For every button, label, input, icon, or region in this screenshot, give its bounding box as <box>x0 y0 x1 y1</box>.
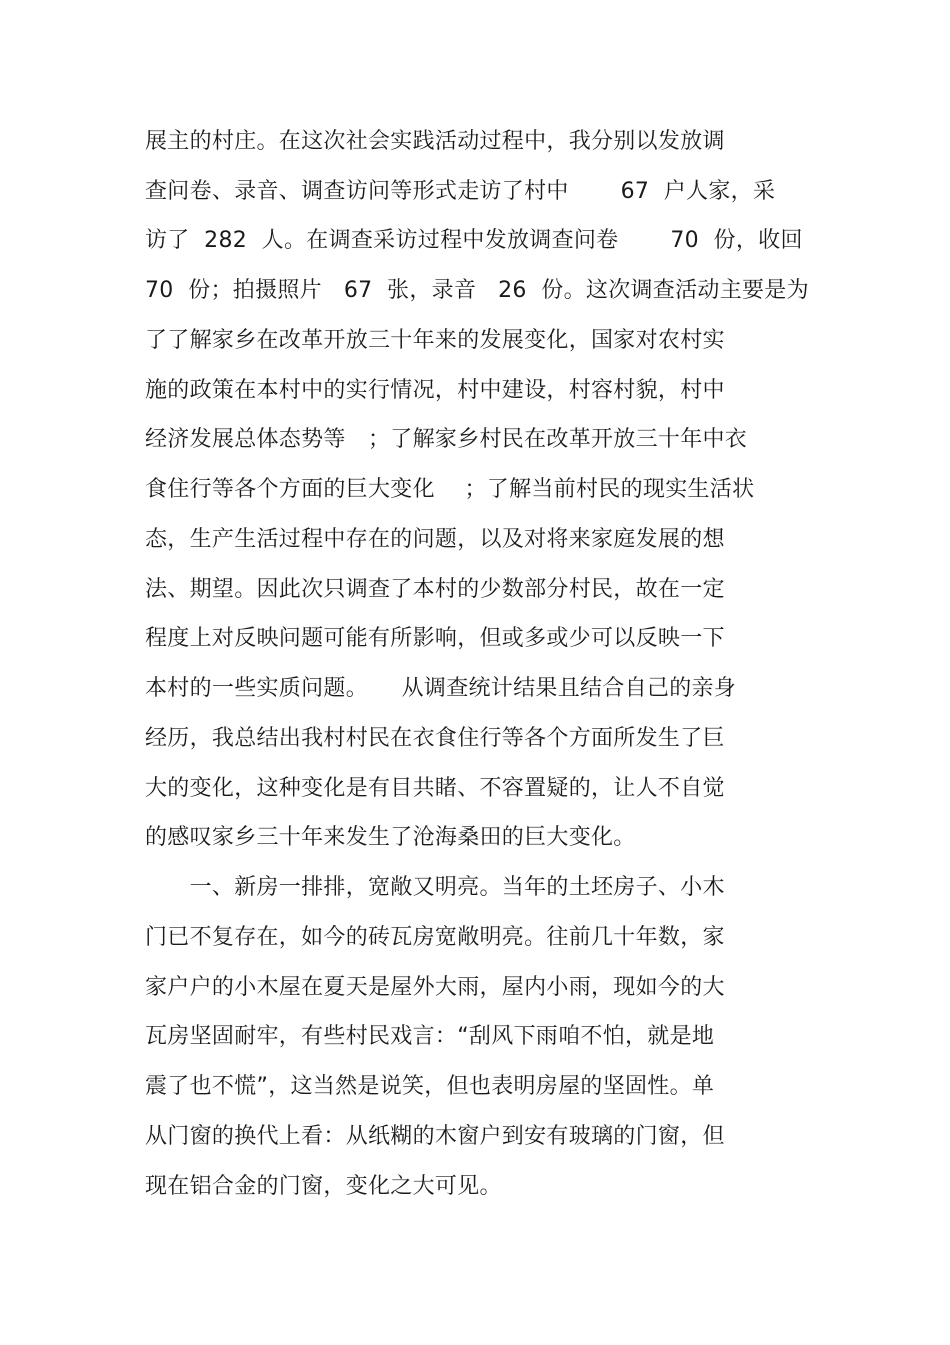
text-line: 家户户的小木屋在夏天是屋外大雨，屋内小雨，现如今的大 <box>145 975 725 1000</box>
text-line: 施的政策在本村中的实行情况，村中建设，村容村貌，村中 <box>145 378 725 403</box>
text-line: 查问卷、录音、调查访问等形式走访了村中 67 户人家，采 <box>145 179 776 204</box>
text-line: 一、新房一排排，宽敞又明亮。当年的土坯房子、小木 <box>145 875 725 900</box>
text-line: 法、期望。因此次只调查了本村的少数部分村民，故在一定 <box>145 577 725 602</box>
text-line: 食住行等各个方面的巨大变化 ；了解当前村民的现实生活状 <box>145 477 755 502</box>
text-line: 展主的村庄。在这次社会实践活动过程中，我分别以发放调 <box>145 129 725 154</box>
text-line: 程度上对反映问题可能有所影响，但或多或少可以反映一下 <box>145 626 725 651</box>
text-line: 震了也不慌”，这当然是说笑，但也表明房屋的坚固性。单 <box>145 1074 715 1099</box>
text-line: 了了解家乡在改革开放三十年来的发展变化，国家对农村实 <box>145 328 725 353</box>
text-line: 本村的一些实质问题。 从调查统计结果且结合自己的亲身 <box>145 676 737 701</box>
text-line: 经历，我总结出我村村民在衣食住行等各个方面所发生了巨 <box>145 726 725 751</box>
text-line: 访了 282 人。在调查采访过程中发放调查问卷 70 份，收回 <box>145 228 803 253</box>
text-line: 现在铝合金的门窗，变化之大可见。 <box>145 1174 502 1199</box>
text-line: 的感叹家乡三十年来发生了沧海桑田的巨大变化。 <box>145 825 636 850</box>
text-line: 大的变化，这种变化是有目共睹、不容置疑的，让人不自觉 <box>145 776 725 801</box>
text-line: 态，生产生活过程中存在的问题，以及对将来家庭发展的想 <box>145 527 725 552</box>
text-line: 从门窗的换代上看：从纸糊的木窗户到安有玻璃的门窗，但 <box>145 1124 725 1149</box>
text-line: 瓦房坚固耐牢，有些村民戏言：“刮风下雨咱不怕，就是地 <box>145 1024 715 1049</box>
text-line: 经济发展总体态势等 ；了解家乡村民在改革开放三十年中衣 <box>145 427 748 452</box>
text-line: 门已不复存在，如今的砖瓦房宽敞明亮。往前几十年数，家 <box>145 925 725 950</box>
text-line: 70 份；拍摄照片 67 张，录音 26 份。这次调查活动主要是为 <box>145 278 809 303</box>
